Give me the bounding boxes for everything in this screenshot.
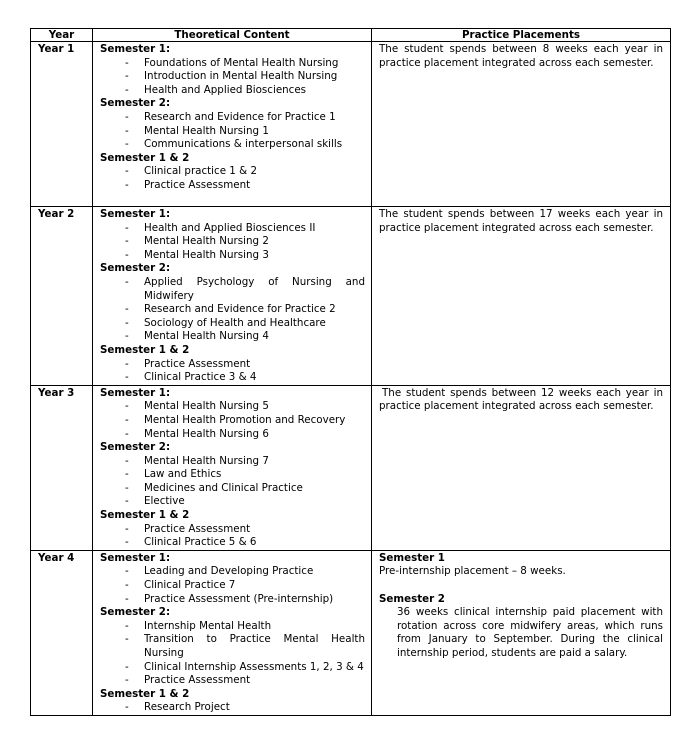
practice-placement-cell <box>372 385 671 550</box>
module-item: - Practice Assessment <box>100 179 365 193</box>
placement-semester-heading: Semester 1 <box>379 551 445 564</box>
module-list <box>100 165 365 192</box>
module-item: - Leading and Developing Practice <box>100 565 365 579</box>
module-item: - Clinical Practice 5 & 6 <box>100 536 365 550</box>
module-list <box>100 222 365 263</box>
module-item: - Medicines and Clinical Practice <box>100 482 365 496</box>
semester-heading: Semester 1: <box>100 208 171 220</box>
theoretical-content-cell <box>93 207 372 386</box>
module-item: - Mental Health Promotion and Recovery <box>100 414 365 428</box>
module-item: - Clinical Internship Assessments 1, 2, 3 & 4 <box>100 661 365 675</box>
module-list <box>100 276 365 344</box>
module-list <box>100 701 365 715</box>
module-item: - Mental Health Nursing 1 <box>100 125 365 139</box>
year-label: Year 2 <box>31 207 93 386</box>
module-item: - Mental Health Nursing 4 <box>100 330 365 344</box>
header-practice-placements: Practice Placements <box>372 29 671 42</box>
module-list <box>100 620 365 688</box>
theoretical-content-cell <box>93 550 372 715</box>
semester-heading: Semester 2: <box>100 606 171 619</box>
spacer <box>379 579 663 593</box>
semester-heading: Semester 2: <box>100 262 171 275</box>
module-item: - Clinical Practice 7 <box>100 579 365 593</box>
semester-heading: Semester 1: <box>100 386 171 399</box>
module-item: - Health and Applied Biosciences <box>100 84 365 98</box>
module-item: - Research Project <box>100 701 365 715</box>
semester-heading: Semester 1: <box>100 551 171 564</box>
semester-heading: Semester 1 & 2 <box>100 509 190 522</box>
module-item: - Mental Health Nursing 3 <box>100 249 365 263</box>
header-row <box>31 29 671 42</box>
module-item: - Communications & interpersonal skills <box>100 138 365 152</box>
placement-description: Pre-internship placement – 8 weeks. <box>379 565 566 578</box>
module-item: - Transition to Practice Mental Health Nursing <box>100 633 365 660</box>
module-item: - Foundations of Mental Health Nursing <box>100 57 365 71</box>
year-label: Year 3 <box>31 385 93 550</box>
module-item: - Introduction in Mental Health Nursing <box>100 70 365 84</box>
practice-placement-cell <box>372 207 671 386</box>
module-item: - Health and Applied Biosciences II <box>100 222 365 236</box>
year-row <box>31 42 671 207</box>
module-item: - Practice Assessment <box>100 674 365 688</box>
module-item: - Mental Health Nursing 2 <box>100 235 365 249</box>
year-row <box>31 550 671 715</box>
module-item: - Law and Ethics <box>100 468 365 482</box>
year-row <box>31 207 671 386</box>
module-item: - Applied Psychology of Nursing and Midwifery <box>100 276 365 303</box>
module-item: - Research and Evidence for Practice 2 <box>100 303 365 317</box>
year-label: Year 4 <box>31 550 93 715</box>
practice-placement-cell <box>372 550 671 715</box>
module-list <box>100 57 365 98</box>
header-year: Year <box>31 29 93 42</box>
module-item: - Clinical Practice 3 & 4 <box>100 371 365 385</box>
module-item: - Elective <box>100 495 365 509</box>
placement-description: The student spends between 17 weeks each year in practice placement integrated across each semester. <box>379 208 663 234</box>
placement-description: The student spends between 12 weeks each year in practice placement integrated across each semester. <box>379 386 663 413</box>
module-item: - Mental Health Nursing 6 <box>100 428 365 442</box>
module-item: - Mental Health Nursing 5 <box>100 400 365 414</box>
module-item: - Mental Health Nursing 7 <box>100 455 365 469</box>
module-list <box>100 455 365 509</box>
module-item: - Practice Assessment (Pre-internship) <box>100 593 365 607</box>
curriculum-table <box>30 28 671 716</box>
module-item: - Practice Assessment <box>100 358 365 372</box>
module-item: - Internship Mental Health <box>100 620 365 634</box>
module-list <box>100 400 365 441</box>
placement-semester-heading: Semester 2 <box>379 592 445 605</box>
semester-heading: Semester 2: <box>100 97 171 110</box>
year-row <box>31 385 671 550</box>
placement-description: The student spends between 8 weeks each year in practice placement integrated across each semester. <box>379 43 663 69</box>
practice-placement-cell <box>372 42 671 207</box>
module-list <box>100 565 365 606</box>
module-item: - Sociology of Health and Healthcare <box>100 317 365 331</box>
module-list <box>100 523 365 550</box>
semester-heading: Semester 1: <box>100 43 171 55</box>
module-item: - Practice Assessment <box>100 523 365 537</box>
header-theoretical-content: Theoretical Content <box>93 29 372 42</box>
module-list <box>100 111 365 152</box>
semester-heading: Semester 1 & 2 <box>100 343 190 356</box>
module-item: - Clinical practice 1 & 2 <box>100 165 365 179</box>
placement-description: 36 weeks clinical internship paid placement with rotation across core midwifery areas, which runs from January to September. During the clinical internship period, students are paid a salary. <box>397 606 663 659</box>
semester-heading: Semester 2: <box>100 441 171 454</box>
semester-heading: Semester 1 & 2 <box>100 687 190 700</box>
theoretical-content-cell <box>93 385 372 550</box>
theoretical-content-cell <box>93 42 372 207</box>
year-label: Year 1 <box>31 42 93 207</box>
module-list <box>100 358 365 385</box>
semester-heading: Semester 1 & 2 <box>100 151 190 164</box>
module-item: - Research and Evidence for Practice 1 <box>100 111 365 125</box>
